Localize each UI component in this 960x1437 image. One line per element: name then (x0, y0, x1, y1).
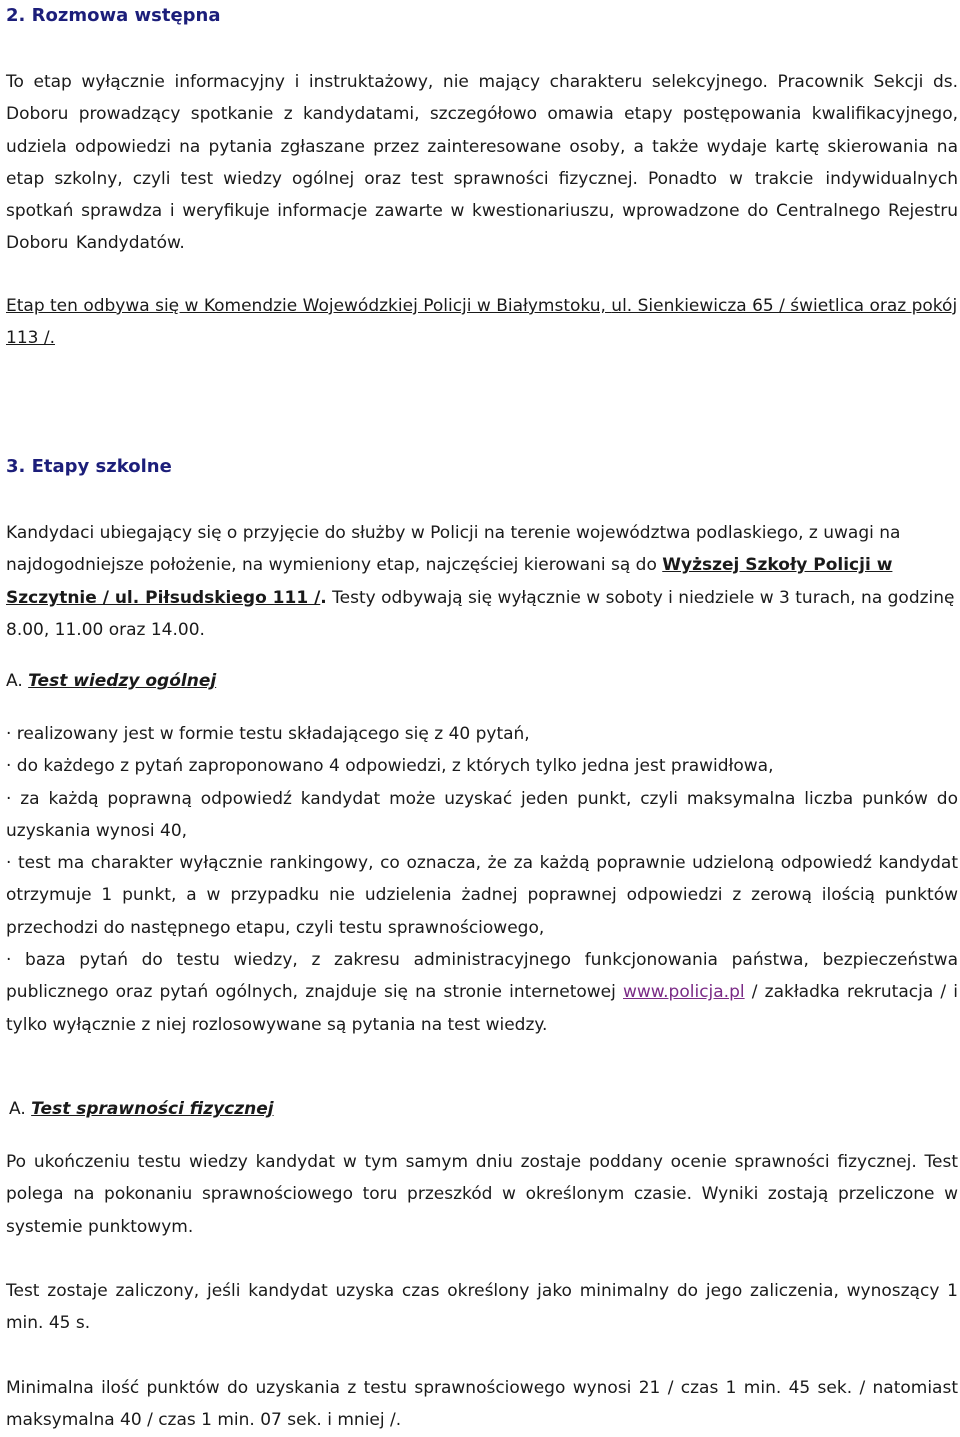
section-3-heading: 3. Etapy szkolne (6, 456, 172, 477)
intro-text: Kandydaci ubiegający się o przyjęcie do służby w Policji na terenie województwa podlaskiego, z uwagi na najdogodniejsze położenie, na wymieniony etap, najczęściej kierowani są do (6, 523, 901, 576)
bullet-text: · baza pytań do testu wiedzy, z zakresu administracyjnego funkcjonowania państwa, bezpieczeństwa publicznego oraz pytań ogólnych, znajduje się na stronie internetowej (6, 950, 958, 1003)
bullet-text-continued: / zakładka rekrutacja / i tylko wyłącznie z niej rozlosowywane są pytania na test wiedzy. (6, 982, 958, 1035)
fitness-pass-paragraph: Test zostaje zaliczony, jeśli kandydat uzyska czas określony jako minimalny do jego zaliczenia, wynoszący 1 min. 45 s. (6, 1281, 958, 1334)
paragraph-text-continued: Ponadto w trakcie indywidualnych spotkań sprawdza i weryfikuje informacje zawarte w kwestionariuszu, wprowadzone do Centralnego Rejestru Doboru Kandydatów. (6, 168, 959, 254)
paragraph-text: To etap wyłącznie informacyjny i instruktażowy, nie mający charakteru selekcyjnego. Pracownik Sekcji ds. Doboru prowadzący spotkanie z kandydatami, szczegółowo omawia etapy postępowania kwalifikacyjnego, udziela odpowiedzi na pytania zgłaszane przez zainteresowane osoby, a także wydaje kartę skierowania na etap szkolny, czyli test wiedzy ogólnej oraz test sprawności fizycznej. (6, 72, 958, 189)
location-text: Etap ten odbywa się w Komendzie Wojewódzkiej Policji w Białymstoku, (6, 296, 612, 316)
fitness-points-paragraph: Minimalna ilość punktów do uzyskania z testu sprawnościowego wynosi 21 / czas 1 min. 45 sek. / natomiast maksymalna 40 / czas 1 min. 07 sek. i mniej /. (6, 1378, 958, 1431)
school-address-link[interactable]: Wyższej Szkoły Policji w Szczytnie / ul. Piłsudskiego 111 / (6, 555, 893, 608)
subsection-title: Test sprawności fizycznej (31, 1099, 274, 1119)
section-3-intro (6, 517, 958, 646)
subsection-b-heading (6, 1093, 960, 1125)
location-paragraph (6, 290, 958, 355)
location-address: ul. Sienkiewicza 65 / świetlica oraz pokój 113 /. (6, 296, 958, 349)
intro-text-continued: Testy odbywają się wyłącznie w soboty i niedziele w 3 turach, na godzinę 8.00, 11.00 oraz 14.00. (6, 587, 955, 640)
bullet-item: · za każdą poprawną odpowiedź kandydat może uzyskać jeden punkt, czyli maksymalna liczba punków do uzyskania wynosi 40, (6, 789, 958, 842)
bullet-item: · do każdego z pytań zaproponowano 4 odpowiedzi, z których tylko jedna jest prawidłowa, (6, 756, 774, 776)
bullet-item (6, 944, 958, 1041)
fitness-paragraph: Po ukończeniu testu wiedzy kandydat w tym samym dniu zostaje poddany ocenie sprawności fizycznej. Test polega na pokonaniu sprawnościowego toru przeszkód w określonym czasie. Wyniki zostają przeliczone w systemie punktowym. (6, 1152, 958, 1237)
bullet-item: · test ma charakter wyłącznie rankingowy, co oznacza, że za każdą poprawnie udzieloną odpowiedź kandydat otrzymuje 1 punkt, a w przypadku nie udzielenia żadnej poprawnej odpowiedzi z zerową ilością punktów przechodzi do następnego etapu, czyli testu sprawnościowego, (6, 853, 958, 938)
subsection-marker: A. (6, 671, 23, 691)
subsection-title: Test wiedzy ogólnej (28, 671, 217, 691)
policja-website-link[interactable]: www.policja.pl (623, 982, 745, 1003)
intro-dot: . (320, 587, 327, 608)
subsection-a-heading (6, 665, 958, 697)
subsection-marker: A. (9, 1099, 26, 1119)
section-2-paragraph (6, 66, 958, 260)
section-2-heading: 2. Rozmowa wstępna (6, 5, 221, 26)
bullet-item: · realizowany jest w formie testu składającego się z 40 pytań, (6, 724, 530, 744)
